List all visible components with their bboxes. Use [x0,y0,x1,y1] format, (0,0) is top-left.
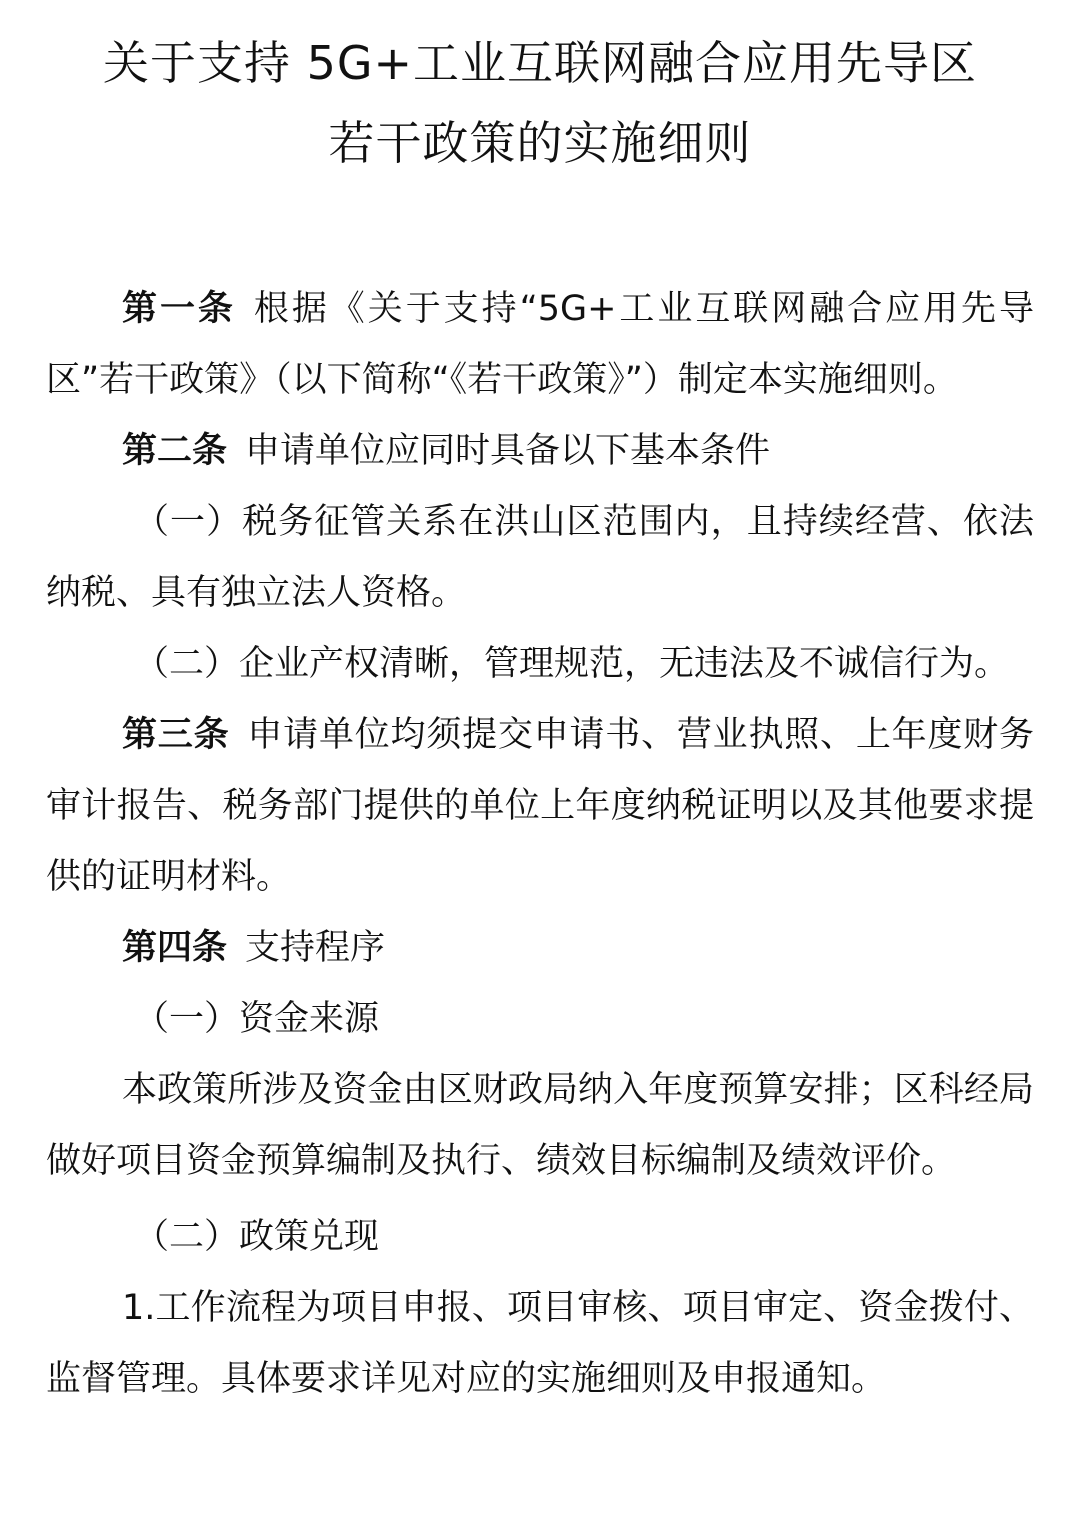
article-4-section-2-item-1: 1.工作流程为项目申报、项目审核、项目审定、资金拨付、监督管理。具体要求详见对应的实施细则及申报通知。 [46,1288,1034,1399]
document-title-line-1: 关于支持 5G+工业互联网融合应用先导区 [102,36,978,90]
article-label: 第三条 [122,715,230,755]
article-2-item-1: （一）税务征管关系在洪山区范围内，且持续经营、依法纳税、具有独立法人资格。 [46,502,1034,613]
article-text: 根据《关于支持“5G+工业互联网融合应用先导区”若干政策》（以下简称“《若干政策》”）制定本实施细则。 [46,289,1034,400]
article-3 [46,700,1034,913]
article-2-item-2: （二）企业产权清晰，管理规范，无违法及不诚信行为。 [134,644,1010,684]
article-4-section-2-heading: （二）政策兑现 [134,1217,380,1257]
article-2 [46,416,1034,487]
article-4-section-1-heading: （一）资金来源 [134,999,380,1039]
article-4 [46,913,1034,984]
article-4-section-1-text: 本政策所涉及资金由区财政局纳入年度预算安排；区科经局做好项目资金预算编制及执行、绩效目标编制及绩效评价。 [46,1070,1034,1181]
article-text: 申请单位均须提交申请书、营业执照、上年度财务审计报告、税务部门提供的单位上年度纳税证明以及其他要求提供的证明材料。 [46,715,1034,897]
article-text: 申请单位应同时具备以下基本条件 [245,431,771,471]
article-label: 第四条 [122,928,228,968]
article-text: 支持程序 [245,928,386,968]
article-1 [46,274,1034,416]
article-label: 第一条 [122,289,236,329]
document-body [46,274,1034,1415]
document-title-line-2: 若干政策的实施细则 [328,116,752,170]
article-label: 第二条 [122,431,228,471]
document [46,0,1034,1415]
